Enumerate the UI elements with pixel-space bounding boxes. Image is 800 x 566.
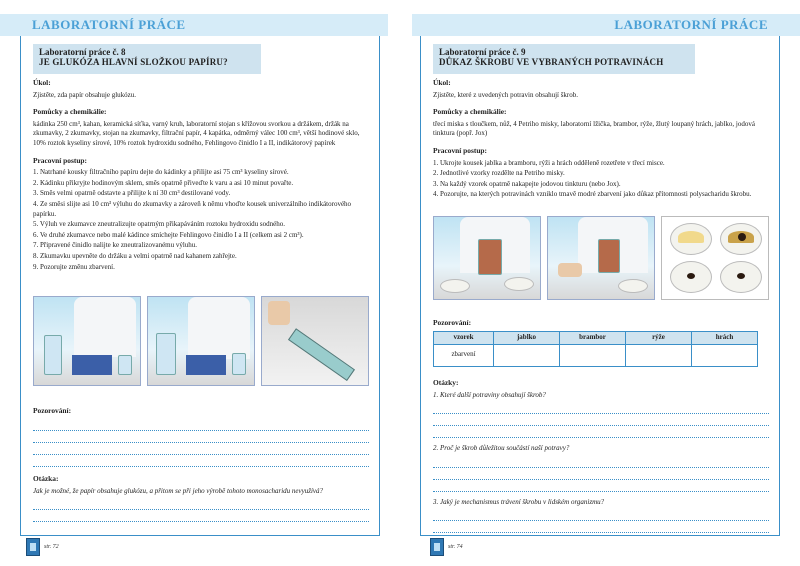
publisher-logo-icon (430, 538, 444, 556)
answer-line (433, 402, 769, 414)
procedure-step: 1. Natrhané kousky filtračního papíru dejte do kádinky a přilijte asi 75 cm³ kyseliny sírové. (33, 168, 289, 177)
procedure-step: 2. Jednotlivé vzorky rozdělte na Petriho misky. (433, 169, 565, 178)
answer-line (433, 456, 769, 468)
question-text: 1. Které další potraviny obsahují škrob? (433, 390, 546, 399)
answer-line (33, 419, 369, 431)
equipment-label: Pomůcky a chemikálie: (433, 107, 507, 117)
table-answer-cell[interactable] (494, 344, 560, 366)
answer-line (33, 498, 369, 510)
procedure-list (33, 168, 369, 272)
observation-label: Pozorování: (33, 406, 72, 415)
equipment-text: třecí miska s tloučkem, nůž, 4 Petriho misky, laboratorní lžička, brambor, rýže, žlutý loupaný hrách, jablko, jodová tinktura (popř. Jox) (433, 119, 755, 138)
answer-line (433, 480, 769, 492)
page-number: str. 74 (448, 544, 463, 550)
lab-title: DŮKAZ ŠKROBU VE VYBRANÝCH POTRAVINÁCH (439, 57, 664, 67)
procedure-step: 6. Ve druhé zkumavce nebo malé kádince smíchejte Fehlingovo činidlo I a II (celkem asi 2 cm³). (33, 230, 304, 239)
lab-content (433, 78, 769, 201)
lab-title: JE GLUKÓZA HLAVNÍ SLOŽKOU PAPÍRU? (39, 57, 228, 67)
procedure-step: 9. Pozorujte změnu zbarvení. (33, 262, 115, 271)
lab-content (33, 78, 369, 273)
table-header-cell: rýže (626, 331, 692, 344)
procedure-label: Pracovní postup: (433, 145, 487, 155)
lab-number: Laboratorní práce č. 9 (439, 47, 526, 57)
task-text: Zjistěte, které z uvedených potravin obsahují škrob. (433, 90, 579, 99)
title-box (433, 44, 695, 74)
procedure-step: 4. Pozorujte, na kterých potravinách vzniklo tmavě modré zbarvení jako důkaz přítomnosti polysacharidu škrobu. (433, 190, 752, 199)
procedure-step: 2. Kádinku přikryjte hodinovým sklem, směs opatrně přiveďte k varu a asi 10 minut povařte. (33, 178, 294, 187)
answer-line (33, 443, 369, 455)
answer-line (433, 521, 769, 533)
answer-line (33, 431, 369, 443)
worksheet-frame (420, 36, 780, 536)
table-header-cell: vzorek (434, 331, 494, 344)
question-text: 2. Proč je škrob důležitou součástí naší potravy? (433, 444, 570, 453)
answer-line (433, 414, 769, 426)
task-label: Úkol: (433, 78, 451, 87)
procedure-step: 5. Výluh ve zkumavce zneutralizujte opatrným přikapáváním roztoku hydroxidu sodného. (33, 220, 285, 229)
photo-row (33, 296, 369, 386)
procedure-step: 3. Směs velmi opatrně odstavte a přilijte k ní 30 cm³ destilované vody. (33, 189, 231, 198)
answer-line (433, 468, 769, 480)
lab-photo (33, 296, 141, 386)
lab-photo (433, 216, 541, 300)
answer-line (33, 455, 369, 467)
lab-photo (261, 296, 369, 386)
header-title: LABORATORNÍ PRÁCE (614, 17, 768, 32)
publisher-logo-icon (26, 538, 40, 556)
table-answer-cell[interactable] (692, 344, 758, 366)
procedure-step: 1. Ukrojte kousek jablka a bramboru, rýži a hrách odděleně rozetřete v třecí misce. (433, 158, 665, 167)
procedure-step: 7. Připravené činidlo nalijte ke zneutralizovanému výluhu. (33, 241, 198, 250)
lab-photo (147, 296, 255, 386)
procedure-step: 3. Na každý vzorek opatrně nakapejte jodovou tinkturu (nebo Jox). (433, 179, 621, 188)
table-answer-cell[interactable] (626, 344, 692, 366)
task-label: Úkol: (33, 78, 51, 87)
questions-section (433, 378, 769, 533)
table-answer-cell[interactable] (560, 344, 626, 366)
observation-section (433, 318, 769, 367)
procedure-label: Pracovní postup: (33, 155, 87, 165)
table-row (434, 344, 758, 366)
right-page (400, 0, 800, 566)
page-footer (430, 538, 463, 556)
table-header-row (434, 331, 758, 344)
answer-line (433, 426, 769, 438)
title-box (33, 44, 261, 74)
question-label: Otázka: (33, 474, 59, 483)
lab-number: Laboratorní práce č. 8 (39, 47, 126, 57)
worksheet-frame (20, 36, 380, 536)
lab-photo (661, 216, 769, 300)
page-number: str. 72 (44, 544, 59, 550)
question-section (33, 474, 369, 522)
procedure-step: 4. Ze směsi slijte asi 10 cm³ výluhu do zkumavky a zároveň k němu vhoďte kousek univerzálního indikátorového papírku. (33, 199, 352, 218)
observation-label: Pozorování: (433, 318, 472, 327)
table-row-label: zbarvení (434, 344, 494, 366)
table-header-cell: hrách (692, 331, 758, 344)
procedure-step: 8. Zkumavku upevněte do držáku a velmi opatrně nad kahanem zahřejte. (33, 251, 237, 260)
equipment-label: Pomůcky a chemikálie: (33, 107, 107, 117)
observation-table (433, 331, 758, 367)
task-text: Zjistěte, zda papír obsahuje glukózu. (33, 90, 137, 99)
table-header-cell: jablko (494, 331, 560, 344)
observation-section (33, 406, 369, 467)
equipment-text: kádinka 250 cm³, kahan, keramická síťka, varný kruh, laboratorní stojan s křížovou svorkou a držákem, držák na zkumavky, 2 zkumavky, stojan na zkumavky, filtrační papír, 4 kapátka, odměrný válec 100 cm³, větší hodinové sklo, 10% roztok kyseliny sírové, 10% roztok hydroxidu sodného, Fehlingovo činidlo I a II, indikátorový papírek (33, 119, 360, 147)
procedure-list (433, 159, 769, 200)
photo-row (433, 216, 769, 300)
table-header-cell: brambor (560, 331, 626, 344)
answer-line (433, 509, 769, 521)
question-text: 3. Jaký je mechanismus trávení škrobu v lidském organizmu? (433, 497, 605, 506)
lab-photo (547, 216, 655, 300)
header-title: LABORATORNÍ PRÁCE (32, 17, 186, 32)
answer-line (33, 510, 369, 522)
questions-label: Otázky: (433, 378, 459, 387)
page-footer (26, 538, 59, 556)
question-text: Jak je možné, že papír obsahuje glukózu, a přitom se při jeho výrobě tohoto monosacharidu nevyužívá? (33, 486, 324, 495)
